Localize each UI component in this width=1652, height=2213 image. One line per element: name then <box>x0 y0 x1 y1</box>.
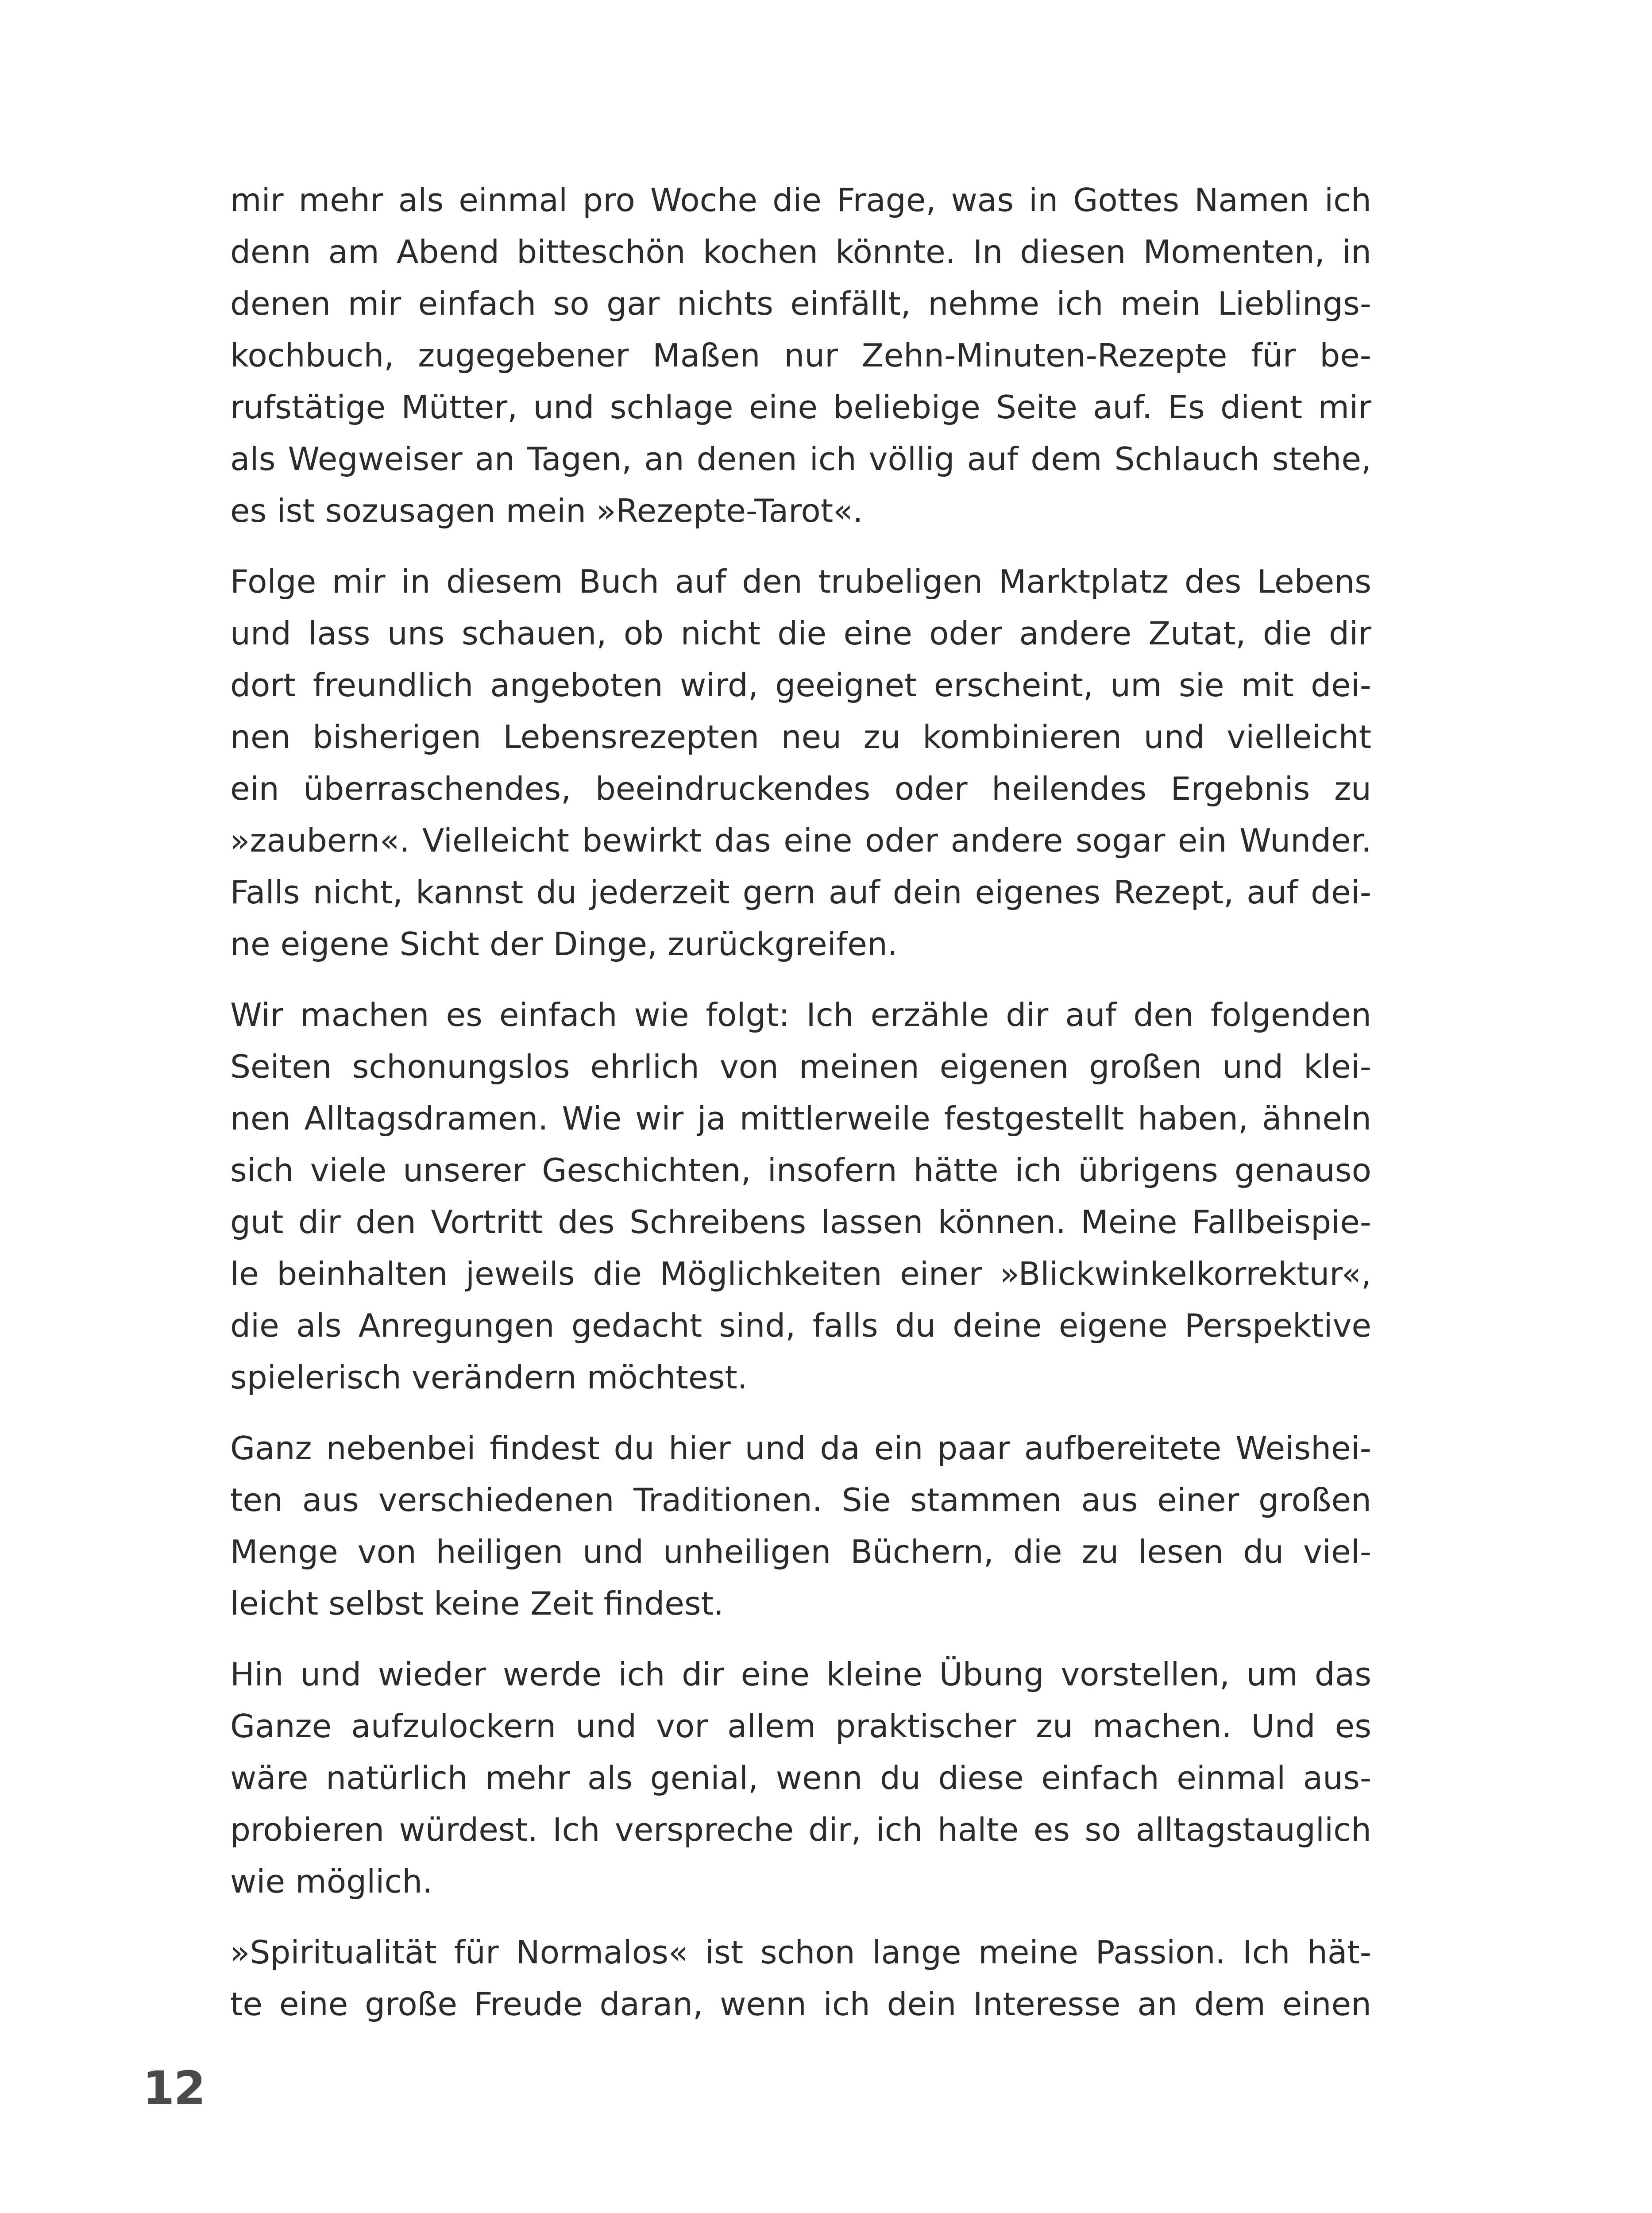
text-line: Falls nicht, kannst du jederzeit gern auf dein eigenes Rezept, auf dei- <box>230 874 1371 911</box>
text-line: Menge von heiligen und unheiligen Büchern, die zu lesen du viel- <box>230 1534 1371 1571</box>
text-line: nen bisherigen Lebensrezepten neu zu kombinieren und vielleicht <box>230 719 1371 756</box>
text-line: te eine große Freude daran, wenn ich dein Interesse an dem einen <box>230 1986 1371 2023</box>
text-line: dort freundlich angeboten wird, geeignet erscheint, um sie mit dei- <box>230 667 1371 704</box>
text-line: »Spiritualität für Normalos« ist schon lange meine Passion. Ich hät- <box>230 1934 1371 1971</box>
text-line: Seiten schonungslos ehrlich von meinen eigenen großen und klei- <box>230 1049 1371 1086</box>
text-line: sich viele unserer Geschichten, insofern hätte ich übrigens genauso <box>230 1152 1371 1189</box>
body-text <box>230 175 1371 2031</box>
text-line: und lass uns schauen, ob nicht die eine oder andere Zutat, die dir <box>230 615 1371 652</box>
paragraph <box>230 1927 1371 2031</box>
paragraph <box>230 175 1371 537</box>
text-line: »zaubern«. Vielleicht bewirkt das eine oder andere sogar ein Wunder. <box>230 822 1371 860</box>
text-line: ein überraschendes, beeindruckendes oder heilendes Ergebnis zu <box>230 771 1371 808</box>
paragraph <box>230 556 1371 971</box>
text-line: als Wegweiser an Tagen, an denen ich völlig auf dem Schlauch stehe, <box>230 441 1371 478</box>
text-line: Wir machen es einfach wie folgt: Ich erzähle dir auf den folgenden <box>230 997 1371 1034</box>
text-line: gut dir den Vortritt des Schreibens lassen können. Meine Fallbeispie- <box>230 1204 1371 1241</box>
text-line: leicht selbst keine Zeit findest. <box>230 1585 724 1623</box>
text-line: denen mir einfach so gar nichts einfällt, nehme ich mein Lieblings- <box>230 285 1371 323</box>
text-line: wie möglich. <box>230 1863 433 1901</box>
text-line: ne eigene Sicht der Dinge, zurückgreifen. <box>230 926 898 963</box>
text-line: denn am Abend bitteschön kochen könnte. In diesen Momenten, in <box>230 234 1371 271</box>
text-line: spielerisch verändern möchtest. <box>230 1359 748 1396</box>
text-line: es ist sozusagen mein »Rezepte-Tarot«. <box>230 493 863 530</box>
paragraph <box>230 1649 1371 1908</box>
text-line: Ganze aufzulockern und vor allem praktischer zu machen. Und es <box>230 1708 1371 1745</box>
text-line: mir mehr als einmal pro Woche die Frage, was in Gottes Namen ich <box>230 182 1371 219</box>
text-line: Folge mir in diesem Buch auf den trubeligen Marktplatz des Lebens <box>230 563 1371 601</box>
paragraph <box>230 990 1371 1404</box>
paragraph <box>230 1423 1371 1630</box>
text-line: probieren würdest. Ich verspreche dir, ich halte es so alltagstauglich <box>230 1812 1371 1849</box>
text-line: rufstätige Mütter, und schlage eine beliebige Seite auf. Es dient mir <box>230 389 1371 426</box>
text-line: nen Alltagsdramen. Wie wir ja mittlerweile festgestellt haben, ähneln <box>230 1100 1371 1137</box>
page-number: 12 <box>143 2061 205 2115</box>
text-line: le beinhalten jeweils die Möglichkeiten einer »Blickwinkelkorrektur«, <box>230 1256 1371 1293</box>
text-line: wäre natürlich mehr als genial, wenn du diese einfach einmal aus- <box>230 1760 1371 1797</box>
text-line: ten aus verschiedenen Traditionen. Sie stammen aus einer großen <box>230 1482 1371 1519</box>
text-line: die als Anregungen gedacht sind, falls du deine eigene Perspektive <box>230 1307 1371 1345</box>
text-line: kochbuch, zugegebener Maßen nur Zehn-Minuten-Rezepte für be- <box>230 337 1371 374</box>
text-line: Hin und wieder werde ich dir eine kleine Übung vorstellen, um das <box>230 1656 1371 1693</box>
text-line: Ganz nebenbei findest du hier und da ein paar aufbereitete Weishei- <box>230 1430 1371 1467</box>
